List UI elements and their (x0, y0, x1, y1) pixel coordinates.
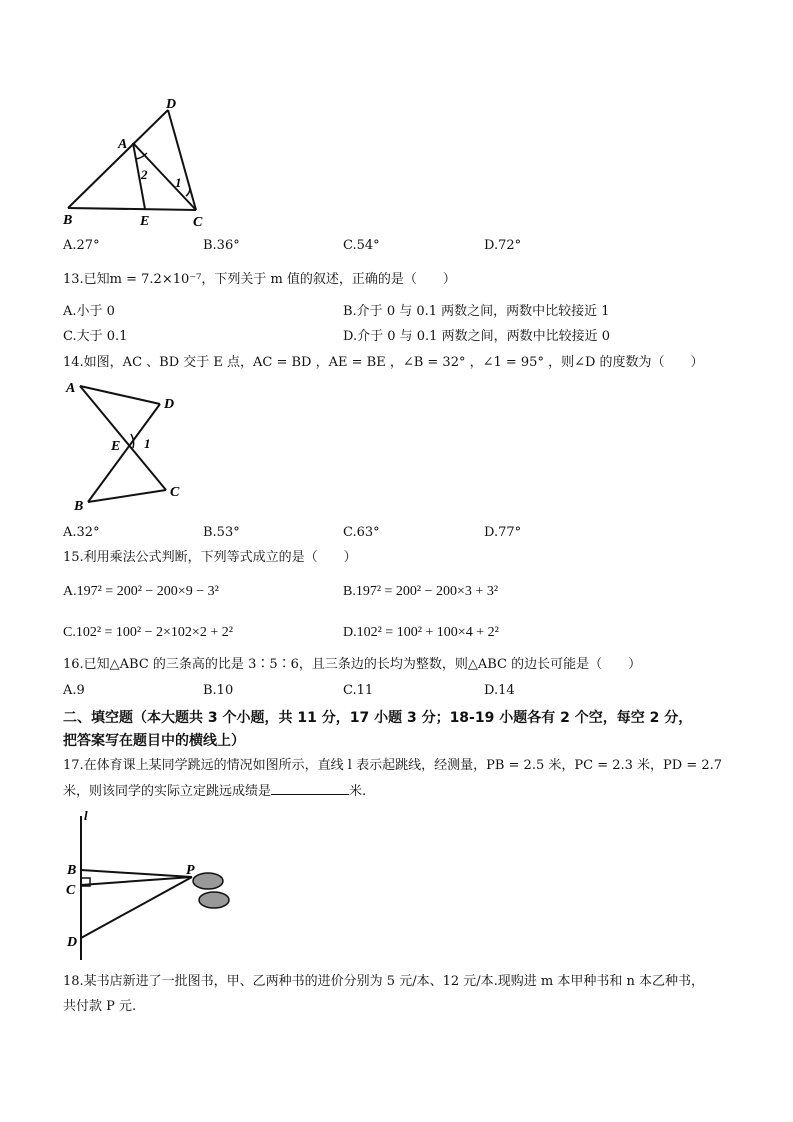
q14-label-1: 1 (144, 436, 151, 451)
q16-option-b[interactable]: B.10 (203, 683, 234, 698)
footprint-back-icon (199, 892, 229, 908)
q16-option-c[interactable]: C.11 (343, 683, 374, 698)
q12-triangle-figure (60, 96, 220, 228)
q13-option-b[interactable]: B.介于 0 与 0.1 两数之间，两数中比较接近 1 (343, 304, 610, 319)
q12-label-2: 2 (141, 167, 148, 182)
q17-stem-line2 (63, 782, 366, 800)
q12-label-b: B (63, 213, 73, 228)
q13-option-d[interactable]: D.介于 0 与 0.1 两数之间，两数中比较接近 0 (343, 329, 610, 344)
q17-label-d: D (67, 935, 78, 950)
q17-text-pre: 米，则该同学的实际立定跳远成绩是 (63, 784, 272, 799)
q15-option-b[interactable]: B.197² = 200² − 200×3 + 3² (343, 584, 499, 599)
q14-stem: 14.如图，AC 、BD 交于 E 点，AC = BD ，AE = BE ，∠B = 32° ，∠1 = 95° ，则∠D 的度数为（ ） (63, 355, 704, 370)
q14-label-b: B (74, 499, 84, 514)
q16-option-d[interactable]: D.14 (484, 683, 515, 698)
q17-label-p: P (186, 863, 195, 878)
q12-option-d[interactable]: D.72° (484, 238, 522, 253)
q12-label-c: C (193, 215, 203, 228)
q15-option-d[interactable]: D.102² = 100² + 100×4 + 2² (343, 625, 499, 640)
q14-option-c[interactable]: C.63° (343, 525, 380, 540)
q12-option-c[interactable]: C.54° (343, 238, 380, 253)
q15-option-a[interactable]: A.197² = 200² − 200×9 − 3² (63, 584, 219, 599)
q17-label-b: B (67, 863, 77, 878)
q12-option-b[interactable]: B.36° (203, 238, 240, 253)
q14-label-e: E (111, 439, 121, 454)
q15-option-c[interactable]: C.102² = 100² − 2×102×2 + 2² (63, 625, 233, 640)
q12-label-a: A (118, 137, 128, 152)
q14-label-a: A (66, 381, 76, 396)
q17-label-l: l (84, 808, 88, 823)
q15-stem: 15.利用乘法公式判断，下列等式成立的是（ ） (63, 550, 357, 565)
q17-text-post: 米. (349, 784, 367, 799)
q12-option-a[interactable]: A.27° (63, 238, 100, 253)
section-heading-line1: 二、填空题（本大题共 3 个小题，共 11 分，17 小题 3 分；18-19 小题各有 2 个空，每空 2 分， (63, 710, 693, 726)
q18-stem-line2: 共付款 P 元. (63, 999, 137, 1014)
q18-stem-line1: 18.某书店新进了一批图书，甲、乙两种书的进价分别为 5 元/本、12 元/本.现购进 m 本甲种书和 n 本乙种书， (63, 974, 705, 989)
q17-stem-line1: 17.在体育课上某同学跳远的情况如图所示，直线 l 表示起跳线，经测量，PB = 2.5 米，PC = 2.3 米，PD = 2.7 (63, 758, 723, 773)
q14-label-d: D (164, 397, 175, 412)
q12-label-1: 1 (175, 175, 182, 190)
section-heading-line2: 把答案写在题目中的横线上） (63, 733, 245, 749)
q14-option-d[interactable]: D.77° (484, 525, 522, 540)
q13-option-c[interactable]: C.大于 0.1 (63, 329, 128, 344)
q17-long-jump-figure (62, 808, 242, 966)
q17-answer-blank[interactable] (271, 782, 349, 795)
q14-option-a[interactable]: A.32° (63, 525, 100, 540)
q12-label-d: D (166, 97, 177, 112)
q12-label-e: E (140, 214, 150, 228)
q17-label-c: C (66, 883, 76, 898)
q14-option-b[interactable]: B.53° (203, 525, 240, 540)
q14-label-c: C (170, 485, 180, 500)
q13-option-a[interactable]: A.小于 0 (63, 304, 115, 319)
footprint-front-icon (193, 873, 223, 889)
q13-stem: 13.已知m = 7.2×10⁻⁷，下列关于 m 值的叙述，正确的是（ ） (63, 272, 456, 287)
q14-crossed-triangles-figure (62, 378, 192, 516)
q16-option-a[interactable]: A.9 (63, 683, 85, 698)
q16-stem: 16.已知△ABC 的三条高的比是 3∶5∶6，且三条边的长均为整数，则△ABC 的边长可能是（ ） (63, 657, 642, 672)
